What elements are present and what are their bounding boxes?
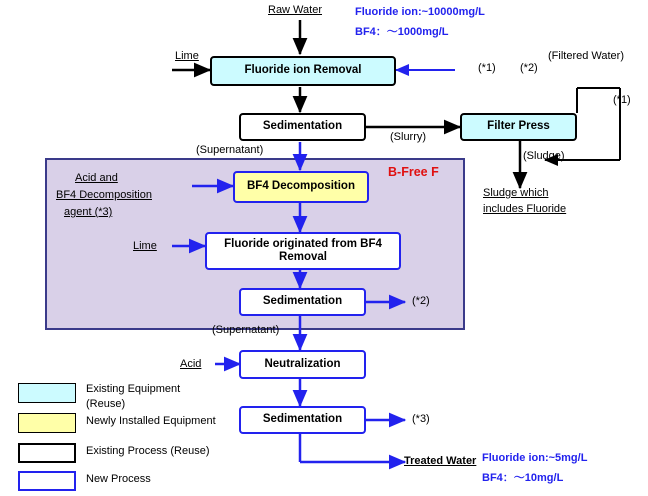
label-filtered-water: (Filtered Water) <box>548 50 624 62</box>
node-sedimentation-3[interactable]: Sedimentation <box>239 406 366 434</box>
label-b-free-f: B-Free F <box>388 165 439 179</box>
legend-swatch-new-process <box>18 471 76 491</box>
note-top-fluoride-ion: Fluoride ion:~10000mg/L <box>355 6 485 18</box>
legend-label-new-process: New Process <box>86 473 151 485</box>
legend-label-existing-process: Existing Process (Reuse) <box>86 445 210 457</box>
note-bottom-fluoride-ion: Fluoride ion:~5mg/L <box>482 452 588 464</box>
legend-label-new-installed-equipment: Newly Installed Equipment <box>86 415 216 427</box>
label-note-2a: (*2) <box>520 62 538 74</box>
legend-label-existing-equipment: Existing Equipment <box>86 383 181 395</box>
note-top-bf4: BF4：～1000mg/L <box>355 26 449 38</box>
node-filter-press[interactable]: Filter Press <box>460 113 577 141</box>
label-supernatant-2: (Supernatant) <box>212 324 280 336</box>
note-bottom-bf4: BF4：～10mg/L <box>482 472 564 484</box>
legend-swatch-existing-process <box>18 443 76 463</box>
label-note-2b: (*2) <box>412 295 430 307</box>
node-neutralization[interactable]: Neutralization <box>239 350 366 379</box>
label-raw-water: Raw Water <box>268 4 322 16</box>
label-slurry: (Slurry) <box>390 131 427 143</box>
label-note-3b: (*3) <box>412 413 430 425</box>
node-sedimentation-2[interactable]: Sedimentation <box>239 288 366 316</box>
legend-label-existing-equipment-sub: (Reuse) <box>86 398 126 410</box>
node-sedimentation-1[interactable]: Sedimentation <box>239 113 366 141</box>
label-note-1b: (*1) <box>613 94 631 106</box>
label-bf4-decomposition-agent: BF4 Decomposition <box>56 189 152 201</box>
label-sludge: (Sludge) <box>523 150 565 162</box>
label-sludge-which: Sludge which <box>483 187 549 199</box>
legend-swatch-new-installed-equipment <box>18 413 76 433</box>
label-includes-fluoride: includes Fluoride <box>483 203 567 215</box>
node-fluoride-originated-from-bf4-removal[interactable]: Fluoride originated from BF4 Removal <box>205 232 401 270</box>
label-acid-and: Acid and <box>75 172 118 184</box>
label-lime-1: Lime <box>175 50 199 62</box>
legend-swatch-existing-equipment <box>18 383 76 403</box>
label-lime-2: Lime <box>133 240 157 252</box>
node-bf4-decomposition[interactable]: BF4 Decomposition <box>233 171 369 203</box>
label-acid-2: Acid <box>180 358 202 370</box>
node-fluoride-ion-removal[interactable]: Fluoride ion Removal <box>210 56 396 86</box>
label-agent-note-3: agent (*3) <box>64 206 113 218</box>
label-note-1a: (*1) <box>478 62 496 74</box>
label-supernatant-1: (Supernatant) <box>196 144 264 156</box>
label-treated-water: Treated Water <box>404 455 477 467</box>
